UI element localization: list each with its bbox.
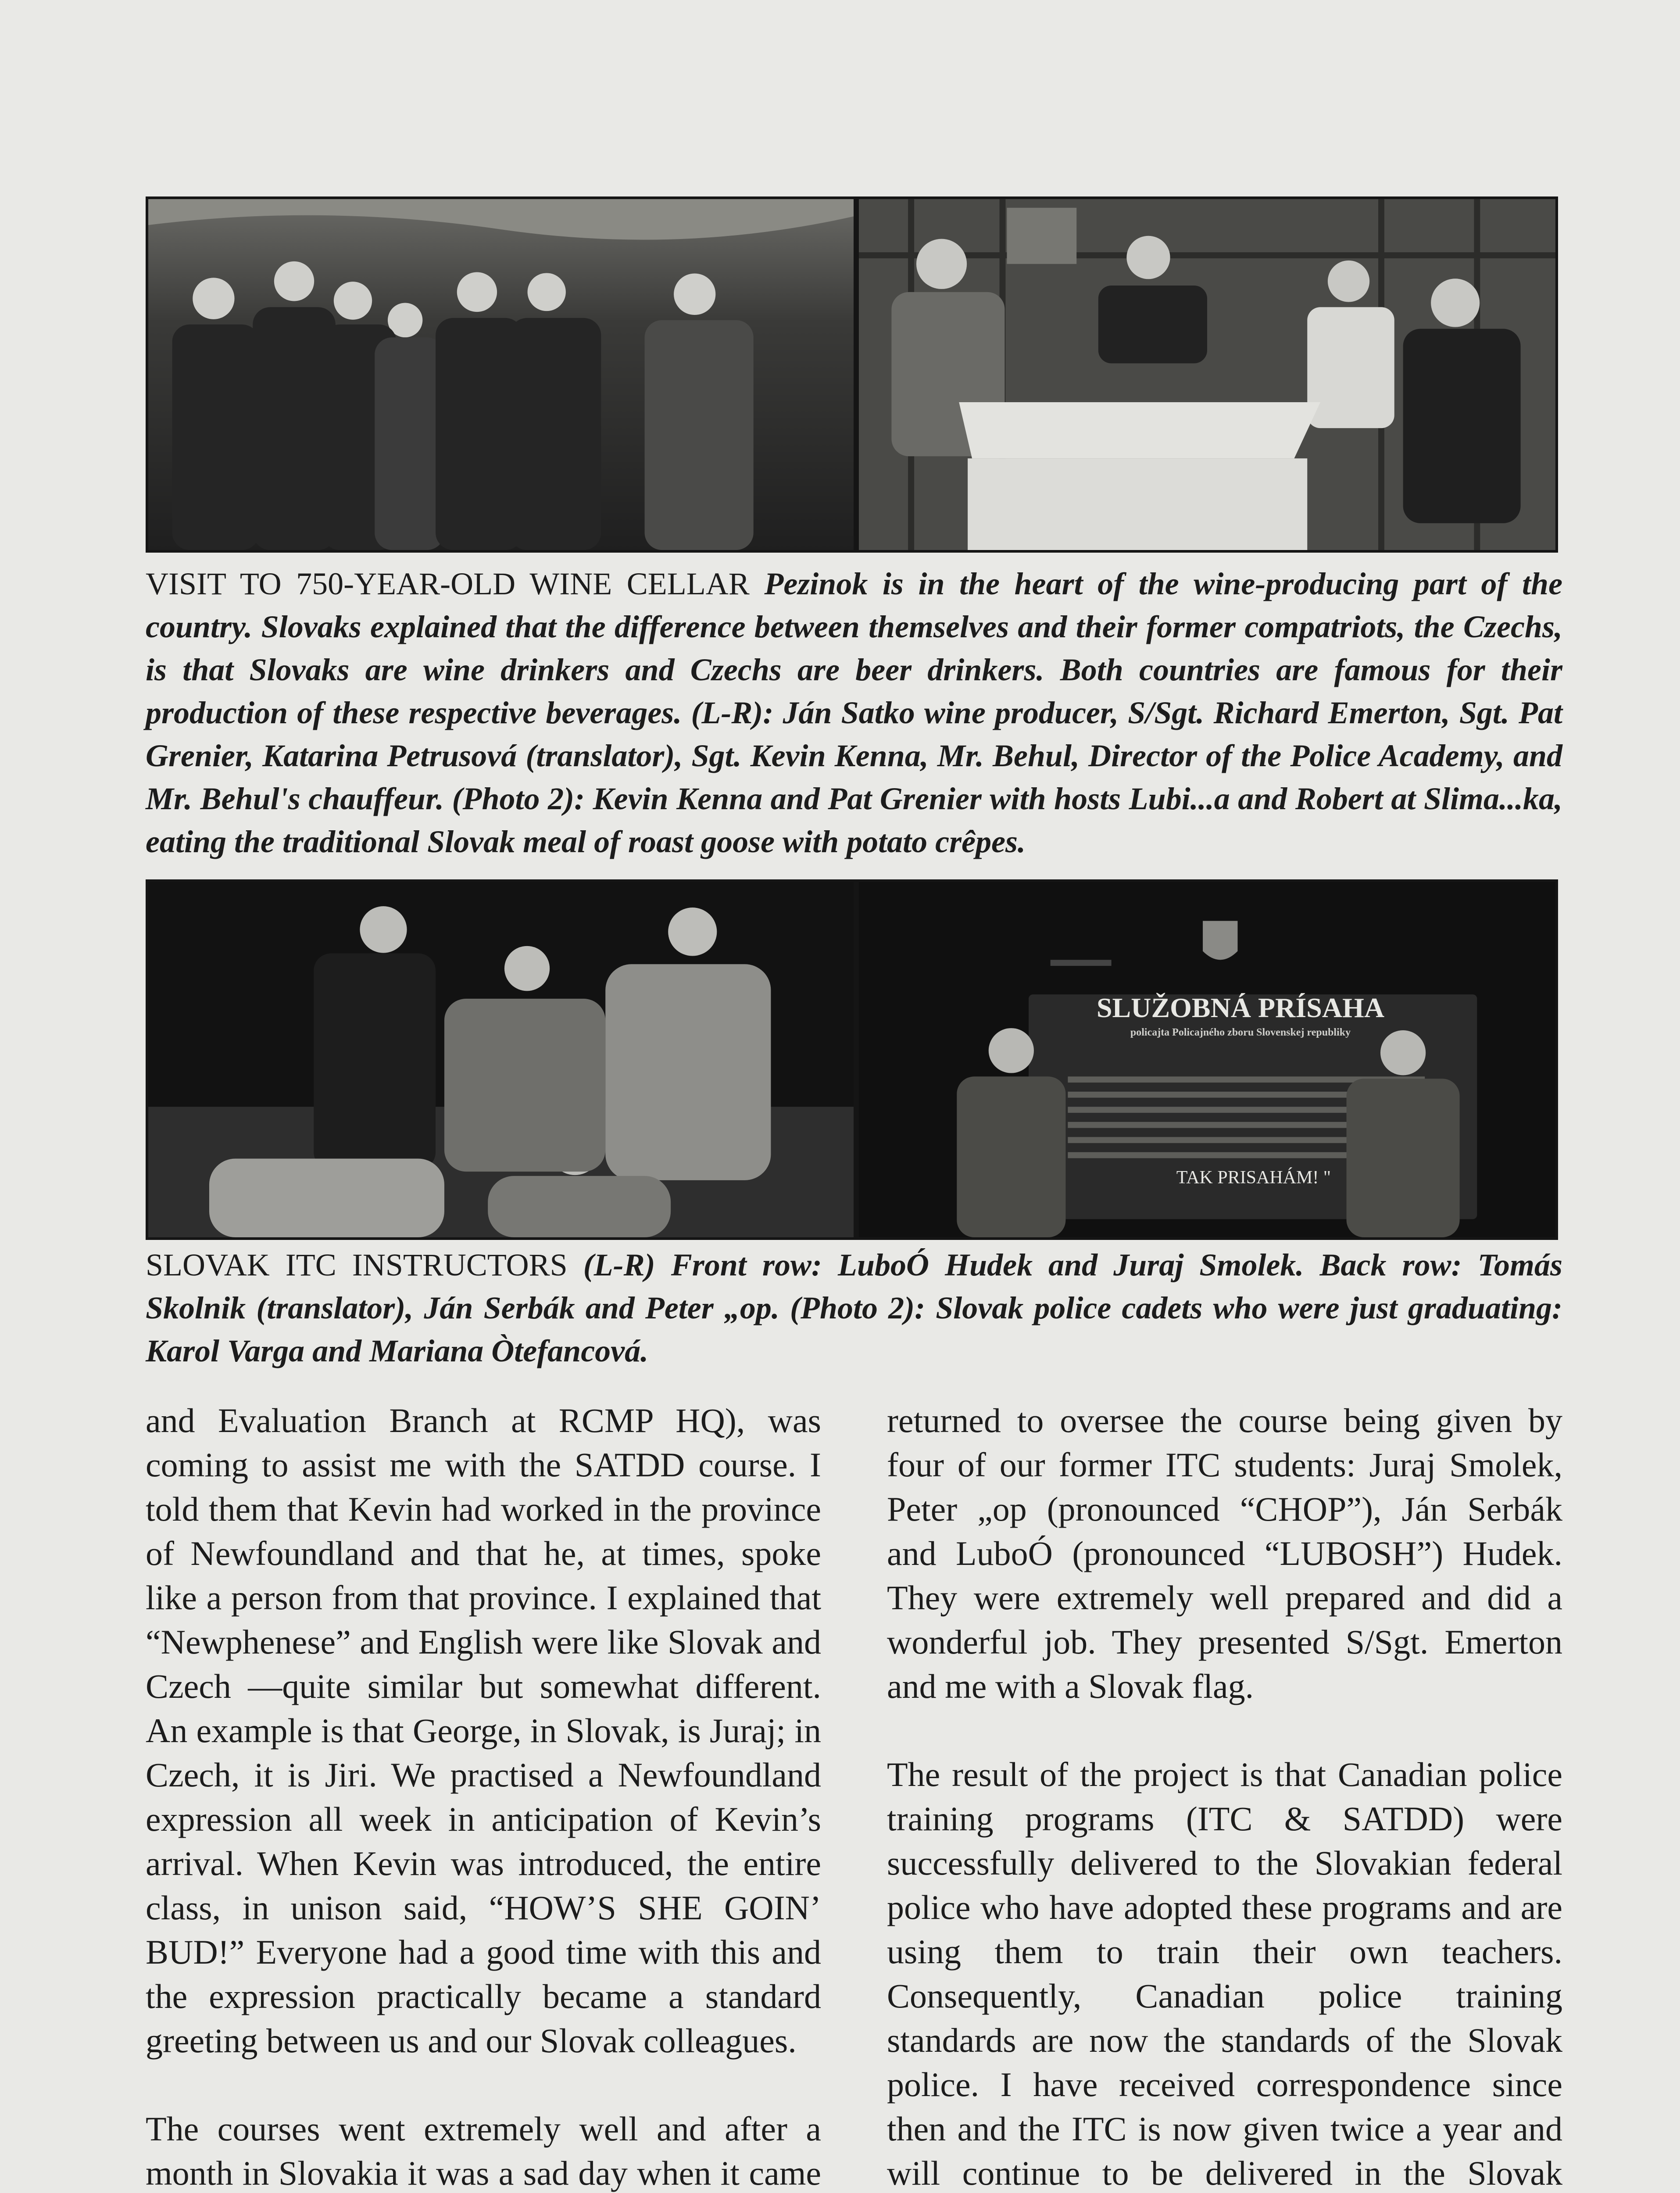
article-paragraph: and Evaluation Branch at RCMP HQ), was coming to assist me with the SATDD course. I told them that Kevin had worked in the province of Newfoundland and that he, at times, spoke like a person from that province. I explained that “Newphenese” and English were like Slovak and Czech —quite similar but somewhat different. An example is that George, in Slovak, is Juraj; in Czech, it is Jiri. We practised a Newfoundland expression all week in anticipation of Kevin’s arrival. When Kevin was introduced, the entire class, in unison said, “HOW’S SHE GOIN’ BUD!” Everyone had a good time with this and the expression practically became a standard greeting between us and our Slovak colleagues. — [146, 1401, 821, 2060]
article-left-column — [146, 1398, 821, 2193]
photo-slovak-cadets — [856, 879, 1558, 1240]
oath-banner-closing: TAK PRISAHÁM! " — [1176, 1168, 1331, 1188]
article-paragraph: The result of the project is that Canadian police training programs (ITC & SATDD) were successfully delivered to the Slovakian federal police who have adopted these programs and are using them to train their own teachers. Consequently, Canadian police training standards are now the standards of the Slovak police. I have received correspondence since then and the ITC is now given twice a year and will continue to be delivered in the Slovak — [887, 1755, 1562, 2192]
caption-itc-instructors-body: (L-R) Front row: LuboÓ Hudek and Juraj Smolek. Back row: Tomás Skolnik (translator), Ján Serbák and Peter „op. (Photo 2): Slovak police cadets who were just graduating: Karol Varga and Mariana Òtefancová. — [146, 1247, 1563, 1368]
article-paragraph: returned to oversee the course being given by four of our former ITC students: Juraj Smolek, Peter „op (pronounced “CHOP”), Ján Serbák and LuboÓ (pronounced “LUBOSH”) Hudek. They were extremely well prepared and did a wonderful job. They presented S/Sgt. Emerton and me with a Slovak flag. — [887, 1401, 1562, 1705]
caption-wine-cellar-lead: VISIT TO 750-YEAR-OLD WINE CELLAR — [146, 566, 750, 601]
photo-dinner-table — [856, 196, 1558, 553]
photo-itc-instructors — [146, 879, 856, 1240]
photo-wine-cellar-group — [146, 196, 856, 553]
caption-itc-instructors-lead: SLOVAK ITC INSTRUCTORS — [146, 1247, 568, 1282]
article-right-column — [887, 1398, 1562, 2193]
caption-wine-cellar — [146, 562, 1562, 863]
oath-banner-subtitle: policajta Policajného zboru Slovenskej republiky — [1130, 1027, 1351, 1038]
caption-itc-instructors — [146, 1243, 1562, 1372]
caption-wine-cellar-body: Pezinok is in the heart of the wine-producing part of the country. Slovaks explained that the difference between themselves and their former compatriots, the Czechs, is that Slovaks are wine drinkers and Czechs are beer drinkers. Both countries are famous for their production of these respective beverages. (L-R): Ján Satko wine producer, S/Sgt. Richard Emerton, Sgt. Pat Grenier, Katarina Petrusová (translator), Sgt. Kevin Kenna, Mr. Behul, Director of the Police Academy, and Mr. Behul's chauffeur. (Photo 2): Kevin Kenna and Pat Grenier with hosts Lubi...a and Robert at Slima...ka, eating the traditional Slovak meal of roast goose with potato crêpes. — [146, 566, 1563, 859]
oath-banner-title: SLUŽOBNÁ PRÍSAHA — [1096, 992, 1385, 1023]
article-paragraph: The courses went extremely well and after a month in Slovakia it was a sad day when it came — [146, 2110, 821, 2192]
